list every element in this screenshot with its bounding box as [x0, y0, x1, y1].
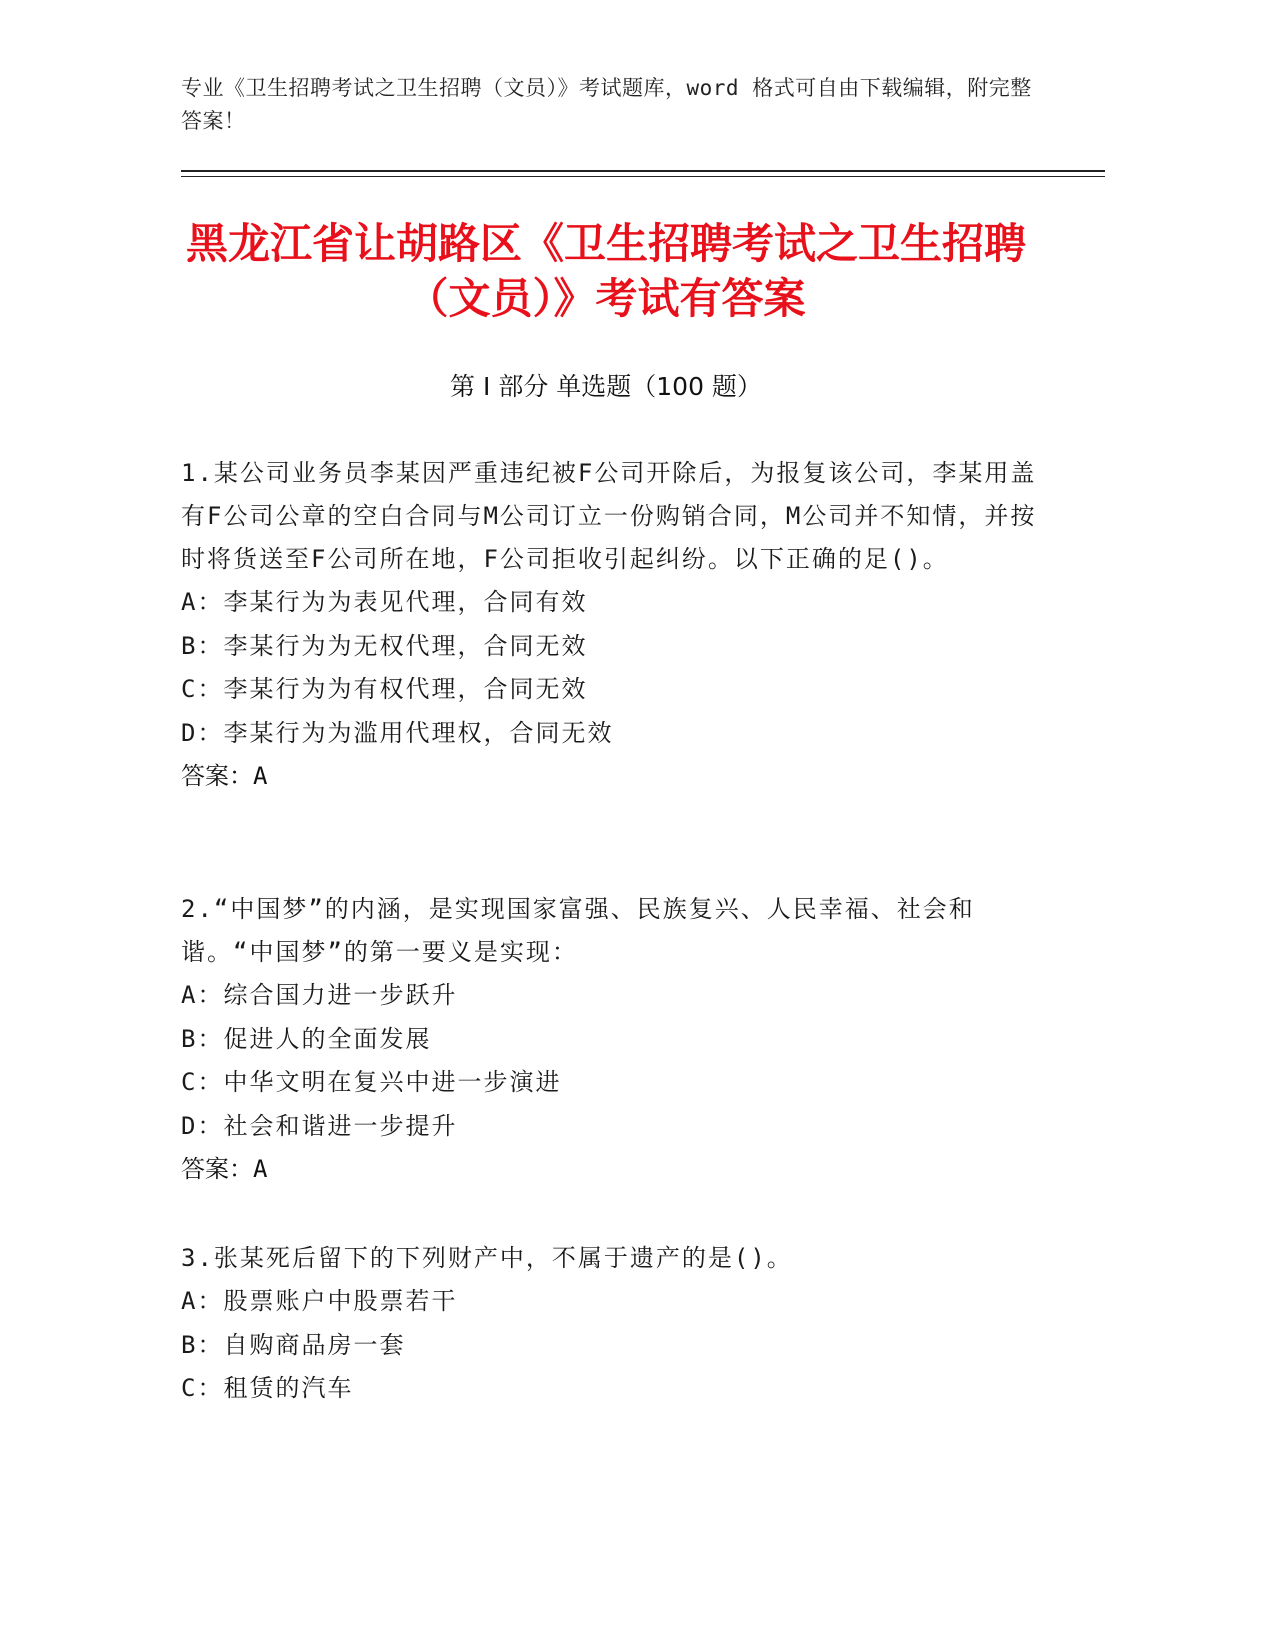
section-heading: 第 I 部分 单选题（100 题）: [450, 372, 762, 401]
option-a: A：综合国力进一步跃升: [181, 981, 458, 1009]
question-2: [181, 888, 1041, 1191]
option-a: A：股票账户中股票若干: [181, 1287, 458, 1315]
option-d: D：李某行为为滥用代理权，合同无效: [181, 718, 614, 747]
option-d: D：社会和谐进一步提升: [181, 1111, 458, 1140]
question-stem: 1.某公司业务员李某因严重违纪被F公司开除后，为报复该公司，李某用盖有F公司公章的空白合同与M公司订立一份购销合同，M公司并不知情，并按时将货送至F公司所在地，F公司拒收引起纠纷。以下正确的足()。: [181, 459, 1037, 573]
answer-label: 答案：: [181, 1155, 253, 1184]
header-rule-thick: [181, 170, 1105, 172]
option-c: C：租赁的汽车: [181, 1374, 354, 1403]
answer-value: A: [253, 1155, 268, 1184]
header-note: 专业《卫生招聘考试之卫生招聘（文员）》考试题库，word 格式可自由下载编辑，附完整答案！: [181, 76, 1032, 133]
document-title: 黑龙江省让胡路区《卫生招聘考试之卫生招聘（文员）》考试有答案: [185, 219, 1026, 323]
answer-value: A: [253, 762, 268, 791]
option-b: B：自购商品房一套: [181, 1330, 406, 1359]
question-stem: 2.“中国梦”的内涵，是实现国家富强、民族复兴、人民幸福、社会和谐。“中国梦”的第一要义是实现：: [181, 895, 975, 966]
answer-label: 答案：: [181, 762, 253, 791]
option-c: C：李某行为为有权代理，合同无效: [181, 675, 588, 704]
option-a: A：李某行为为表见代理，合同有效: [181, 588, 588, 616]
question-1: [181, 452, 1041, 798]
answer-line: [181, 755, 1041, 798]
option-c: C：中华文明在复兴中进一步演进: [181, 1068, 562, 1097]
answer-line: [181, 1148, 1041, 1191]
question-stem: 3.张某死后留下的下列财产中，不属于遗产的是()。: [181, 1244, 793, 1272]
option-b: B：李某行为为无权代理，合同无效: [181, 631, 588, 660]
option-b: B：促进人的全面发展: [181, 1024, 432, 1053]
question-3: [181, 1237, 1041, 1411]
header-rule-thin: [181, 176, 1105, 177]
